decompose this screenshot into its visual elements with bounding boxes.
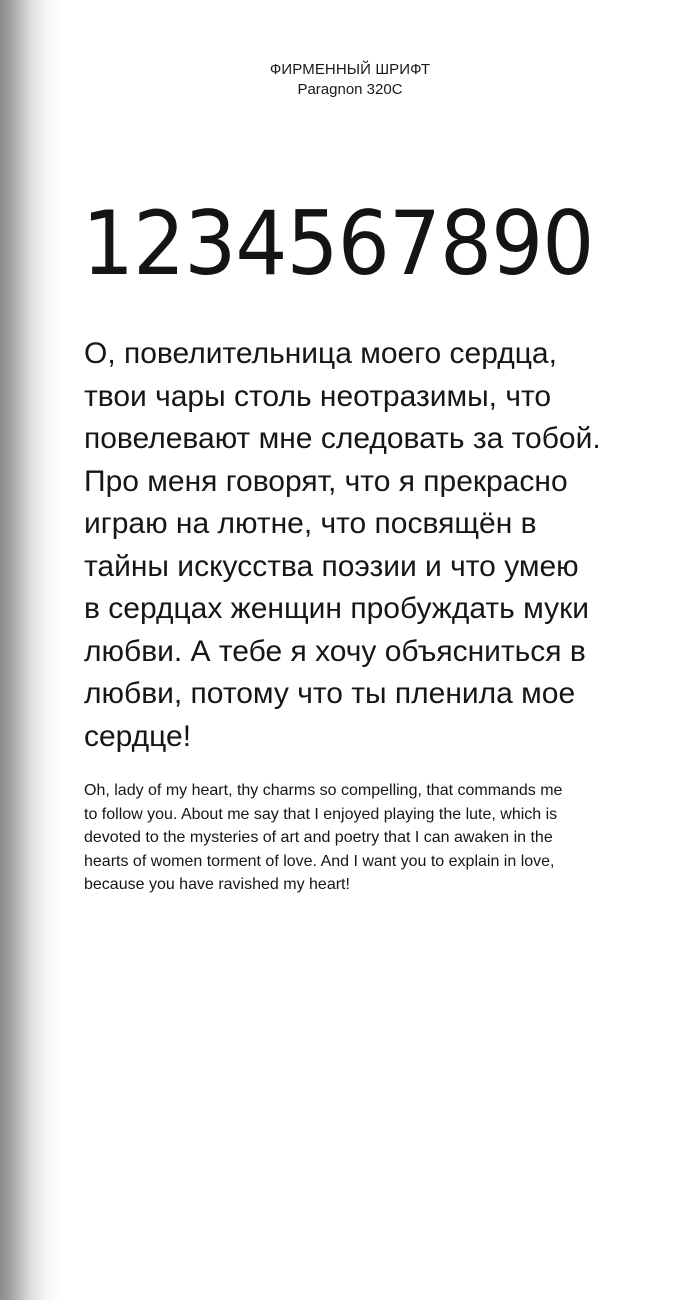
russian-line: тайны искусства поэзии и что умею — [84, 549, 579, 583]
font-name: Paragnon 320C — [297, 81, 403, 98]
digits-specimen: 1234567890 — [82, 192, 594, 295]
english-line: hearts of women torment of love. And I want you to explain in love, — [84, 852, 555, 870]
russian-line: сердце! — [84, 719, 192, 753]
russian-line: любви. А тебе я хочу объясниться в — [84, 634, 586, 668]
russian-line: повелевают мне следовать за тобой. — [84, 422, 601, 455]
header-title: ФИРМЕННЫЙ ШРИФТ — [269, 61, 431, 78]
english-line: because you have ravished my heart! — [84, 876, 350, 893]
russian-line: играю на лютне, что посвящён в — [84, 507, 537, 540]
russian-line: О, повелительница моего сердца, — [84, 337, 557, 370]
russian-line: любви, потому что ты пленила мое — [84, 677, 576, 710]
english-line: Oh, lady of my heart, thy charms so compelling, that commands me — [84, 782, 563, 799]
english-line: devoted to the mysteries of art and poetry that I can awaken in the — [84, 829, 553, 846]
page-edge-shadow — [0, 0, 60, 1300]
english-line: to follow you. About me say that I enjoyed playing the lute, which is — [84, 805, 558, 823]
russian-line: твои чары столь неотразимы, что — [84, 379, 552, 413]
english-text-specimen — [84, 779, 654, 897]
page-header — [0, 60, 700, 100]
russian-line: в сердцах женщин пробуждать муки — [84, 592, 589, 625]
russian-text-specimen — [84, 333, 664, 758]
russian-line: Про меня говорят, что я прекрасно — [84, 464, 568, 498]
